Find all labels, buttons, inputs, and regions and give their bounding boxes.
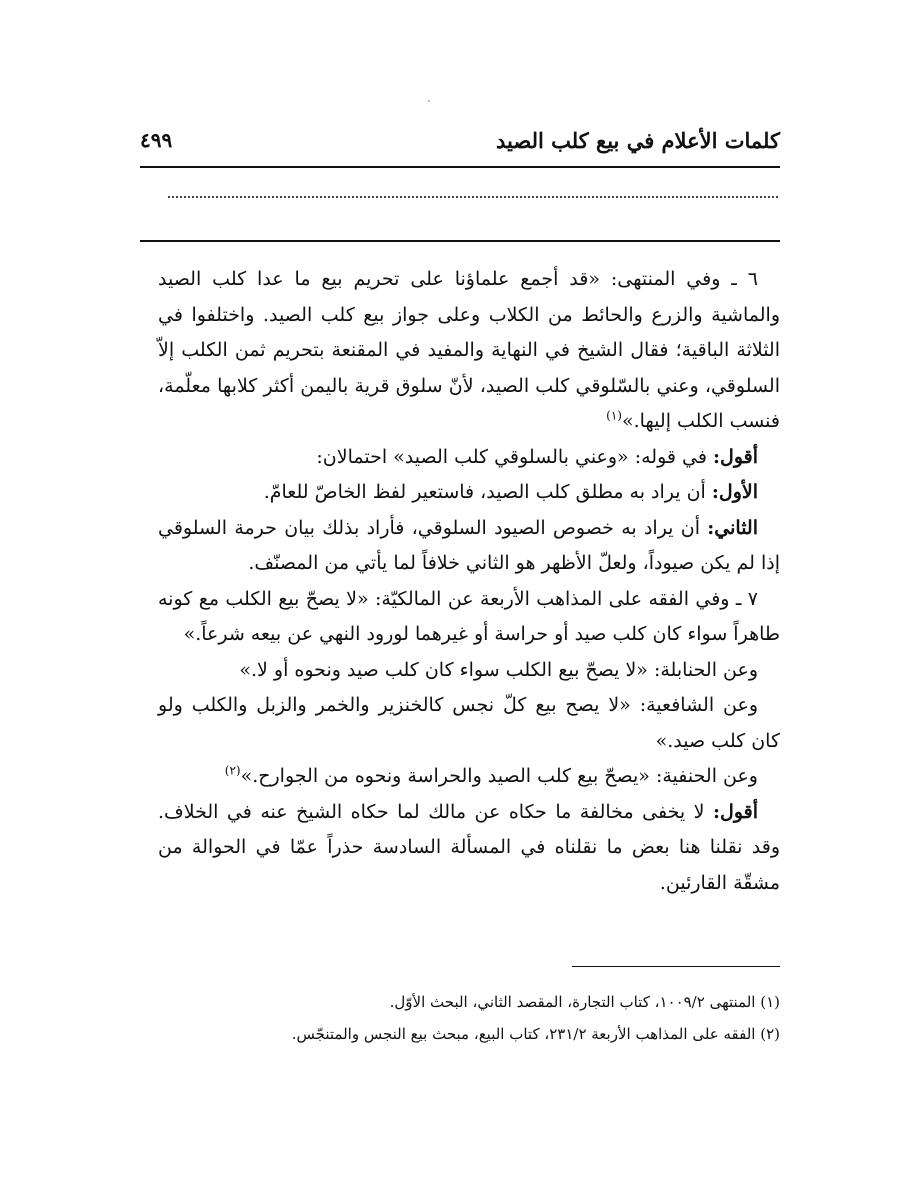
paragraph-label: أقول:	[713, 445, 758, 468]
paragraph-shafii	[158, 688, 780, 759]
paragraph-second-possibility	[158, 511, 780, 582]
paragraph-text: ٧ ـ وفي الفقه على المذاهب الأربعة عن المالكيّة: «لا يصحّ بيع الكلب مع كونه طاهراً سواء كان كلب صيد أو حراسة أو غيرهما لورود النهي عن بيعه شرعاً.»	[158, 587, 780, 645]
paragraph-text: لا يخفى مخالفة ما حكاه عن مالك لما حكاه الشيخ عنه في الخلاف. وقد نقلنا هنا بعض ما نقلناه في المسألة السادسة حذراً عمّا في الحوالة من مشقّة القارئين.	[158, 800, 780, 894]
paragraph-four-schools	[158, 582, 780, 653]
paragraph-hanafi	[158, 759, 780, 795]
page-number: ٤٩٩	[140, 128, 173, 152]
paragraph-label: أقول:	[713, 800, 758, 823]
paragraph-comment-2	[158, 795, 780, 902]
footnote-ref: (١)	[606, 408, 622, 423]
footnote-2: (٢) الفقه على المذاهب الأربعة ٢٣١/٢، كتاب البيع، مبحث بيع النجس والمتنجّس.	[291, 1025, 780, 1043]
paragraph-text: وعن الشافعية: «لا يصح بيع كلّ نجس كالخنزير والخمر والزبل والكلب ولو كان كلب صيد.»	[158, 694, 780, 752]
paragraph-comment-1	[158, 440, 780, 476]
footnote-rule	[572, 966, 780, 967]
running-header	[140, 126, 780, 166]
scan-speck	[428, 100, 430, 102]
footnote-ref: (٢)	[224, 763, 241, 778]
running-header-title: كلمات الأعلام في بيع كلب الصيد	[496, 128, 780, 153]
paragraph-text: في قوله: «وعني بالسلوقي كلب الصيد» احتمالان:	[316, 445, 713, 468]
main-text	[158, 262, 780, 901]
paragraph-text: ٦ ـ وفي المنتهى: «قد أجمع علماؤنا على تحريم بيع ما عدا كلب الصيد والماشية والزرع والحائط من الكلاب وعلى جواز بيع كلب الصيد. واختلفوا في الثلاثة الباقية؛ فقال الشيخ في النهاية والمفيد في المقنعة بتحريم ثمن الكلب إلاّ السلوقي، وعني بالسّلوقي كلب الصيد، لأنّ سلوق قرية باليمن أكثر كلابها معلّمة، فنسب الكلب إليها.»	[158, 268, 780, 432]
footnotes	[158, 986, 780, 1050]
paragraph-first-possibility	[158, 475, 780, 511]
dotted-separator	[168, 196, 778, 208]
paragraph-label: الأول:	[711, 481, 758, 503]
paragraph-text: أن يراد به مطلق كلب الصيد، فاستعير لفظ الخاصّ للعامّ.	[263, 481, 712, 503]
section-rule	[140, 240, 780, 242]
footnote-1: (١) المنتهى ١٠٠٩/٢، كتاب التجارة، المقصد الثاني، البحث الأوّل.	[389, 993, 780, 1011]
paragraph-label: الثاني:	[707, 516, 758, 539]
paragraph-hanbali	[158, 653, 780, 689]
header-rule	[140, 166, 780, 168]
paragraph-muntaha	[158, 262, 780, 440]
paragraph-text: وعن الحنابلة: «لا يصحّ بيع الكلب سواء كان كلب صيد ونحوه أو لا.»	[239, 658, 758, 681]
paragraph-text: وعن الحنفية: «يصحّ بيع كلب الصيد والحراسة ونحوه من الجوارح.»	[240, 765, 758, 787]
paragraph-text: أن يراد به خصوص الصيود السلوقي، فأراد بذلك بيان حرمة السلوقي إذا لم يكن صيوداً، ولعلّ الأظهر هو الثاني خلافاً لما يأتي من المصنّف.	[158, 516, 780, 574]
